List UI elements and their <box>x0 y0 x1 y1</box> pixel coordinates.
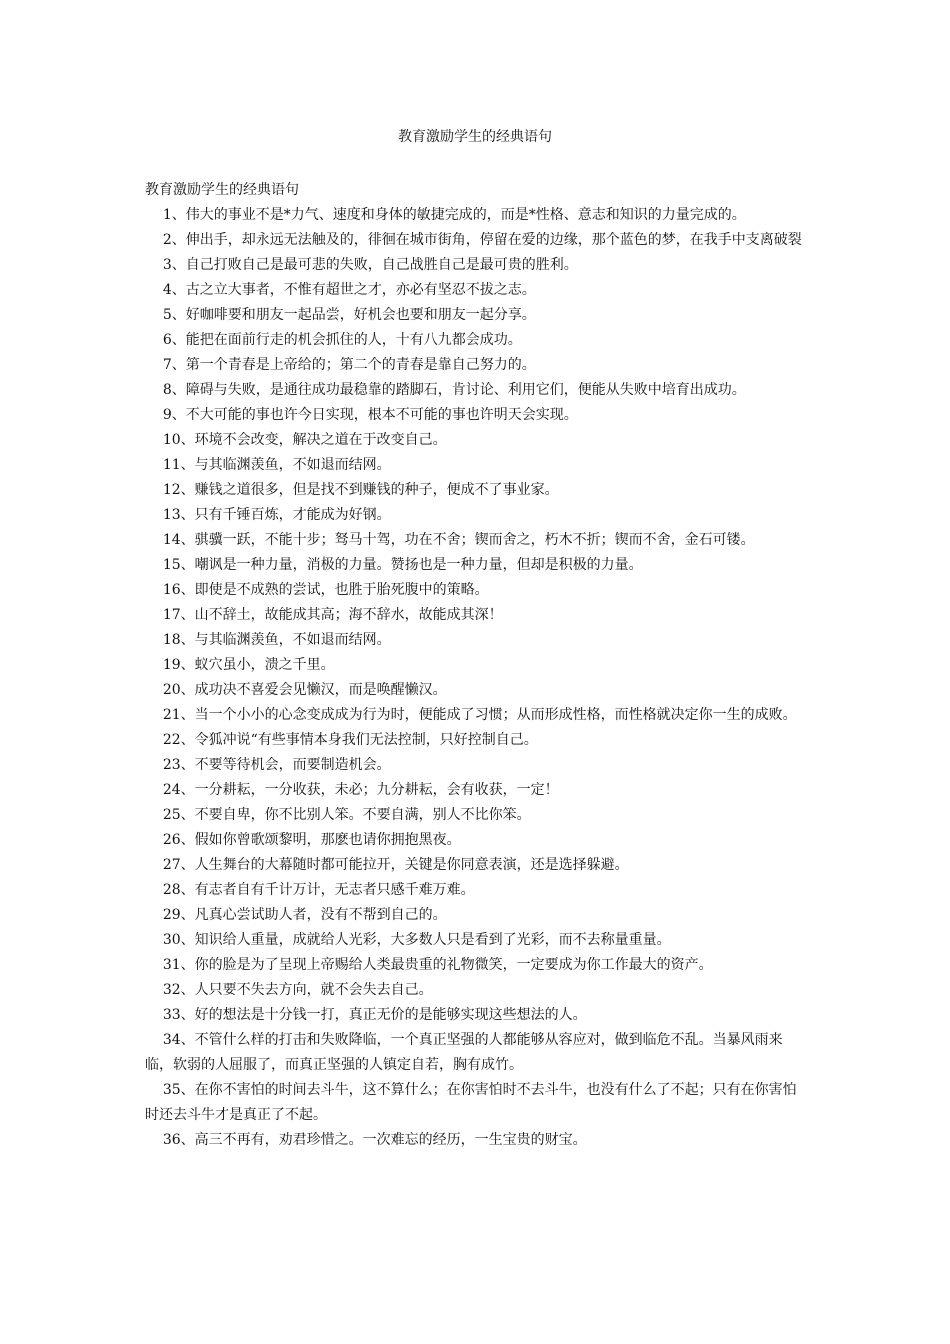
quote-item: 34、不管什么样的打击和失败降临，一个真正坚强的人都能够从容应对，做到临危不乱。当暴风雨来临，软弱的人屈服了，而真正坚强的人镇定自若，胸有成竹。 <box>145 1032 783 1073</box>
quote-item: 28、有志者自有千计万计，无志者只感千难万难。 <box>162 882 475 898</box>
quote-item: 31、你的脸是为了呈现上帝赐给人类最贵重的礼物微笑，一定要成为你工作最大的资产。 <box>162 957 713 973</box>
quote-item: 18、与其临渊羡鱼，不如退而结网。 <box>162 632 391 648</box>
quote-item: 9、不大可能的事也许今日实现，根本不可能的事也许明天会实现。 <box>162 407 578 423</box>
quote-item: 12、赚钱之道很多，但是找不到赚钱的种子，便成不了事业家。 <box>162 482 559 498</box>
quote-item: 7、第一个青春是上帝给的；第二个的青春是靠自己努力的。 <box>162 357 536 373</box>
quote-item: 13、只有千锤百炼，才能成为好钢。 <box>162 507 391 523</box>
quote-item: 36、高三不再有，劝君珍惜之。一次难忘的经历，一生宝贵的财宝。 <box>162 1132 587 1148</box>
quote-item: 33、好的想法是十分钱一打，真正无价的是能够实现这些想法的人。 <box>162 1007 587 1023</box>
quote-item: 2、伸出手，却永远无法触及的，徘徊在城市街角，停留在爱的边缘，那个蓝色的梦，在我手中支离破裂 <box>162 232 802 248</box>
quote-item: 20、成功决不喜爱会见懒汉，而是唤醒懒汉。 <box>162 682 447 698</box>
quote-item: 3、自己打败自己是最可悲的失败，自己战胜自己是最可贵的胜利。 <box>162 257 578 273</box>
document-body <box>145 178 805 1153</box>
quote-item: 23、不要等待机会，而要制造机会。 <box>162 757 391 773</box>
quote-item: 15、嘲讽是一种力量，消极的力量。赞扬也是一种力量，但却是积极的力量。 <box>162 557 643 573</box>
quote-item: 6、能把在面前行走的机会抓住的人，十有八九都会成功。 <box>162 332 522 348</box>
quote-item: 26、假如你曾歌颂黎明，那麽也请你拥抱黑夜。 <box>162 832 461 848</box>
quote-item: 29、凡真心尝试助人者，没有不帮到自己的。 <box>162 907 447 923</box>
quote-item: 14、骐骥一跃，不能十步；驽马十驾，功在不舍；锲而舍之，朽木不折；锲而不舍，金石可镂。 <box>162 532 755 548</box>
quote-item: 30、知识给人重量，成就给人光彩，大多数人只是看到了光彩，而不去称量重量。 <box>162 932 671 948</box>
quote-item: 24、一分耕耘，一分收获，未必；九分耕耘，会有收获，一定！ <box>162 782 559 798</box>
quote-item: 22、令狐冲说“有些事情本身我们无法控制，只好控制自己。 <box>162 732 538 748</box>
quote-item: 32、人只要不失去方向，就不会失去自己。 <box>162 982 433 998</box>
quote-item: 27、人生舞台的大幕随时都可能拉开，关键是你同意表演，还是选择躲避。 <box>162 857 629 873</box>
quote-item: 35、在你不害怕的时间去斗牛，这不算什么；在你害怕时不去斗牛，也没有什么了不起；只有在你害怕时还去斗牛才是真正了不起。 <box>145 1082 797 1123</box>
quote-item: 16、即使是不成熟的尝试，也胜于胎死腹中的策略。 <box>162 582 489 598</box>
quote-item: 8、障碍与失败，是通往成功最稳靠的踏脚石，肯讨论、利用它们，便能从失败中培育出成功。 <box>162 382 746 398</box>
document-subtitle: 教育激励学生的经典语句 <box>145 182 299 198</box>
quote-item: 5、好咖啡要和朋友一起品尝，好机会也要和朋友一起分享。 <box>162 307 536 323</box>
quote-item: 10、环境不会改变，解决之道在于改变自己。 <box>162 432 447 448</box>
document-title: 教育激励学生的经典语句 <box>398 129 552 145</box>
quote-item: 17、山不辞土，故能成其高；海不辞水，故能成其深！ <box>162 607 503 623</box>
quote-item: 4、古之立大事者，不惟有超世之才，亦必有坚忍不拔之志。 <box>162 282 536 298</box>
quote-item: 21、当一个小小的心念变成成为行为时，便能成了习惯；从而形成性格，而性格就决定你一生的成败。 <box>162 707 797 723</box>
quote-item: 11、与其临渊羡鱼，不如退而结网。 <box>162 457 391 473</box>
quote-item: 1、伟大的事业不是*力气、速度和身体的敏捷完成的，而是*性格、意志和知识的力量完成的。 <box>162 207 746 223</box>
quote-item: 19、蚁穴虽小，溃之千里。 <box>162 657 335 673</box>
quote-item: 25、不要自卑，你不比别人笨。不要自满，别人不比你笨。 <box>162 807 531 823</box>
